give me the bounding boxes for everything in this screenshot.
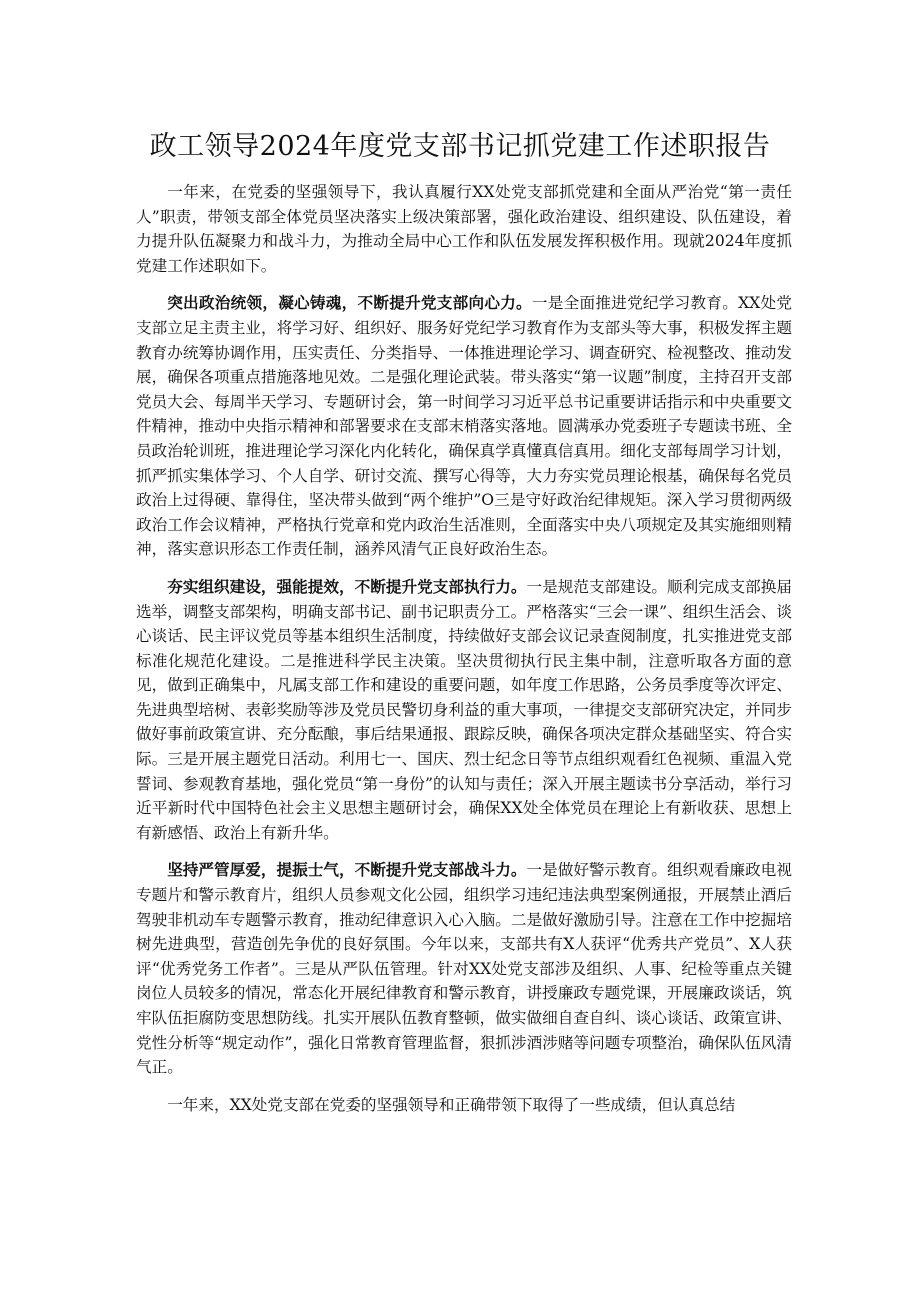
document-title: 政工领导2024年度党支部书记抓党建工作述职报告 <box>149 131 771 162</box>
paragraph-heading: 坚持严管厚爱，提振士气，不断提升党支部战斗力。 <box>167 860 527 880</box>
document-body <box>136 180 792 1117</box>
paragraph-text: 一年来，XX处党支部在党委的坚强领导和正确带领下取得了一些成绩，但认真总结 <box>167 1095 736 1114</box>
paragraph-political-leadership <box>136 291 792 562</box>
paragraph-text: 一年来，在党委的坚强领导下，我认真履行XX处党支部抓党建和全面从严治党“第一责任人”职责，带领支部全体党员坚决落实上级决策部署，强化政治建设、组织建设、队伍建设，着力提升队伍凝聚力和战斗力，为推动全局中心工作和队伍发展发挥积极作用。现就2024年度抓党建工作述职如下。 <box>136 183 792 275</box>
paragraph-intro <box>136 180 792 278</box>
paragraph-organization-building <box>136 575 792 846</box>
paragraph-text: 一是做好警示教育。组织观看廉政电视专题片和警示教育片，组织人员参观文化公园，组织学习违纪违法典型案例通报，开展禁止酒后驾驶非机动车专题警示教育，推动纪律意识入心入脑。二是做好激励引导。注意在工作中挖掘培树先进典型，营造创先争优的良好氛围。今年以来，支部共有X人获评“优秀共产党员”、X人获评“优秀党务工作者”。三是从严队伍管理。针对XX处党支部涉及组织、人事、纪检等重点关键岗位人员较多的情况，常态化开展纪律教育和警示教育，讲授廉政专题党课，开展廉政谈话，筑牢队伍拒腐防变思想防线。扎实开展队伍教育整顿，做实做细自查自纠、谈心谈话、政策宣讲、党性分析等“规定动作”，强化日常教育管理监督，狠抓涉酒涉赌等问题专项整治，确保队伍风清气正。 <box>136 861 792 1077</box>
paragraph-strict-management <box>136 858 792 1079</box>
paragraph-heading: 突出政治统领，凝心铸魂，不断提升党支部向心力。 <box>167 293 532 313</box>
paragraph-heading: 夯实组织建设，强能提效，不断提升党支部执行力。 <box>167 576 527 596</box>
paragraph-summary <box>136 1093 792 1118</box>
paragraph-text: 一是全面推进党纪学习教育。XX处党支部立足主责主业，将学习好、组织好、服务好党纪学习教育作为支部头等大事，积极发挥主题教育办统筹协调作用，压实责任、分类指导、一体推进理论学习、调查研究、检视整改、推动发展，确保各项重点措施落地见效。二是强化理论武装。带头落实“第一议题”制度，主持召开支部党员大会、每周半天学习、专题研讨会，第一时间学习习近平总书记重要讲话指示和中央重要文件精神，推动中央指示精神和部署要求在支部末梢落实落地。圆满承办党委班子专题读书班、全员政治轮训班，推进理论学习深化内化转化，确保真学真懂真信真用。细化支部每周学习计划，抓严抓实集体学习、个人自学、研讨交流、撰写心得等，大力夯实党员理论根基，确保每名党员政治上过得硬、靠得住，坚决带头做到“两个维护”O三是守好政治纪律规矩。深入学习贯彻两级政治工作会议精神，严格执行党章和党内政治生活准则，全面落实中央八项规定及其实施细则精神，落实意识形态工作责任制，涵养风清气正良好政治生态。 <box>136 294 792 559</box>
paragraph-text: 一是规范支部建设。顺利完成支部换届选举，调整支部架构，明确支部书记、副书记职责分工。严格落实“三会一课”、组织生活会、谈心谈话、民主评议党员等基本组织生活制度，持续做好支部会议记录查阅制度，扎实推进党支部标准化规范化建设。二是推进科学民主决策。坚决贯彻执行民主集中制，注意听取各方面的意见，做到正确集中，凡属支部工作和建设的重要问题，如年度工作思路，公务员季度等次评定、先进典型培树、表彰奖励等涉及党员民警切身利益的重大事项，一律提交支部研究决定，并同步做好事前政策宣讲、充分酝酿，事后结果通报、跟踪反映，确保各项决定群众基础坚实、符合实际。三是开展主题党日活动。利用七一、国庆、烈士纪念日等节点组织观看红色视频、重温入党誓词、参观教育基地，强化党员“第一身份”的认知与责任；深入开展主题读书分享活动，举行习近平新时代中国特色社会主义思想主题研讨会，确保XX处全体党员在理论上有新收获、思想上有新感悟、政治上有新升华。 <box>136 577 792 842</box>
